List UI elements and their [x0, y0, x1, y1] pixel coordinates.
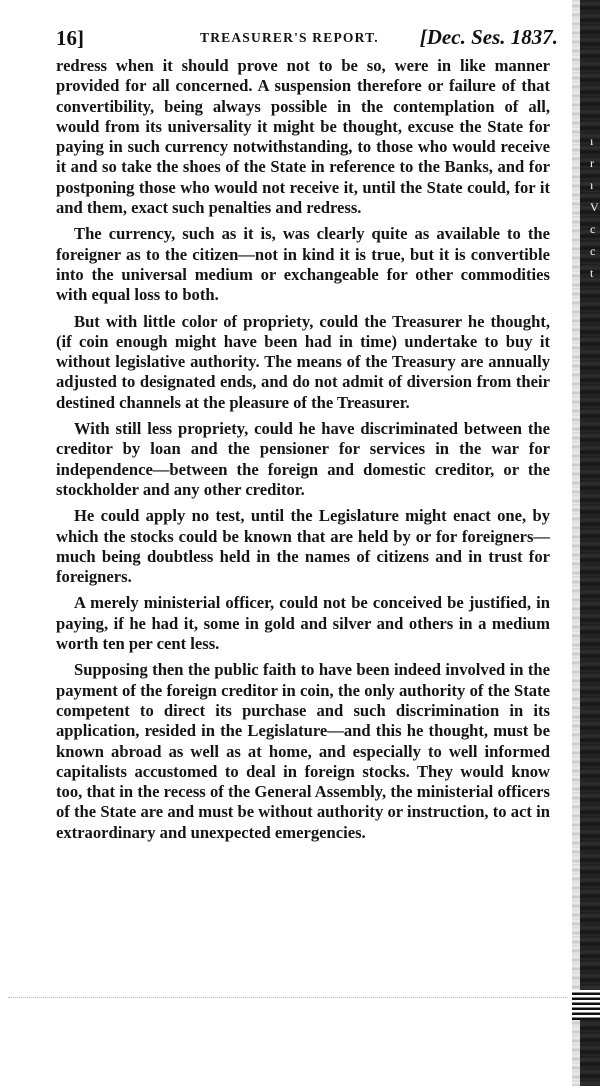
margin-letter: c	[590, 222, 596, 236]
paragraph: But with little color of propriety, could the Treasurer he thought, (if coin enough might have been had in time) undertake to buy it without legislative authority. The means of the Treasury are annually adjusted to designated ends, and do not admit of diversion from their destined channels at the pleasure of the Treasurer.	[56, 311, 550, 412]
margin-letter: r	[590, 156, 594, 170]
paragraph: A merely ministerial officer, could not be conceived be justified, in paying, if he had it, some in gold and silver and others in a medium worth ten per cent less.	[56, 593, 550, 654]
paragraph: redress when it should prove not to be so, were in like manner provided for all concerned. A suspension therefore or failure of that convertibility, being always possible in the contemplation of all, would from its universality it might be thought, excuse the State for paying in such currency notwithstanding, to those who would receive it and so take the shoes of the State in reference to the Banks, and for postponing those who would not receive it, until the State could, for it and them, exact such penalties and redress.	[56, 56, 550, 218]
document-page	[56, 20, 558, 849]
adjacent-page-margin-text	[590, 130, 600, 284]
margin-letter: V	[590, 200, 599, 214]
page-bottom-rule	[8, 997, 568, 1002]
paragraph: The currency, such as it is, was clearly quite as available to the foreigner as to the citizen—not in kind it is true, but it is convertible into the universal medium or exchangeable for other commodities with equal loss to both.	[56, 224, 550, 305]
page-number: 16]	[56, 26, 84, 50]
paragraph: With still less propriety, could he have discriminated between the creditor by loan and the pensioner for services in the war for independence—between the foreign and domestic creditor, or the stockholder and any other creditor.	[56, 419, 550, 499]
body-text	[56, 56, 550, 843]
running-title: TREASURER'S REPORT.	[200, 30, 379, 45]
paragraph: He could apply no test, until the Legislature might enact one, by which the stocks could be known that are held by or for foreigners—much being doubtless held in the names of citizens and in trust for foreigners.	[56, 506, 550, 587]
gutter-band	[572, 990, 600, 1020]
margin-letter: t	[590, 266, 594, 280]
session-label: [Dec. Ses. 1837.	[419, 25, 558, 49]
page-header	[56, 20, 558, 54]
book-gutter	[572, 0, 580, 1086]
margin-letter: ı	[590, 178, 594, 192]
margin-letter: ı	[590, 134, 594, 148]
paragraph: Supposing then the public faith to have been indeed involved in the payment of the foreign creditor in coin, the only authority of the State competent to direct its purchase and such discrimination in its application, resided in the Legislature—and this he thought, must be known abroad as well as at home, and especially to well informed capitalists accustomed to deal in foreign stocks. They would know too, that in the recess of the General Assembly, the ministerial officers of the State are and must be without authority or instruction, to act in extraordinary and unexpected emergencies.	[56, 660, 550, 842]
margin-letter: c	[590, 244, 596, 258]
